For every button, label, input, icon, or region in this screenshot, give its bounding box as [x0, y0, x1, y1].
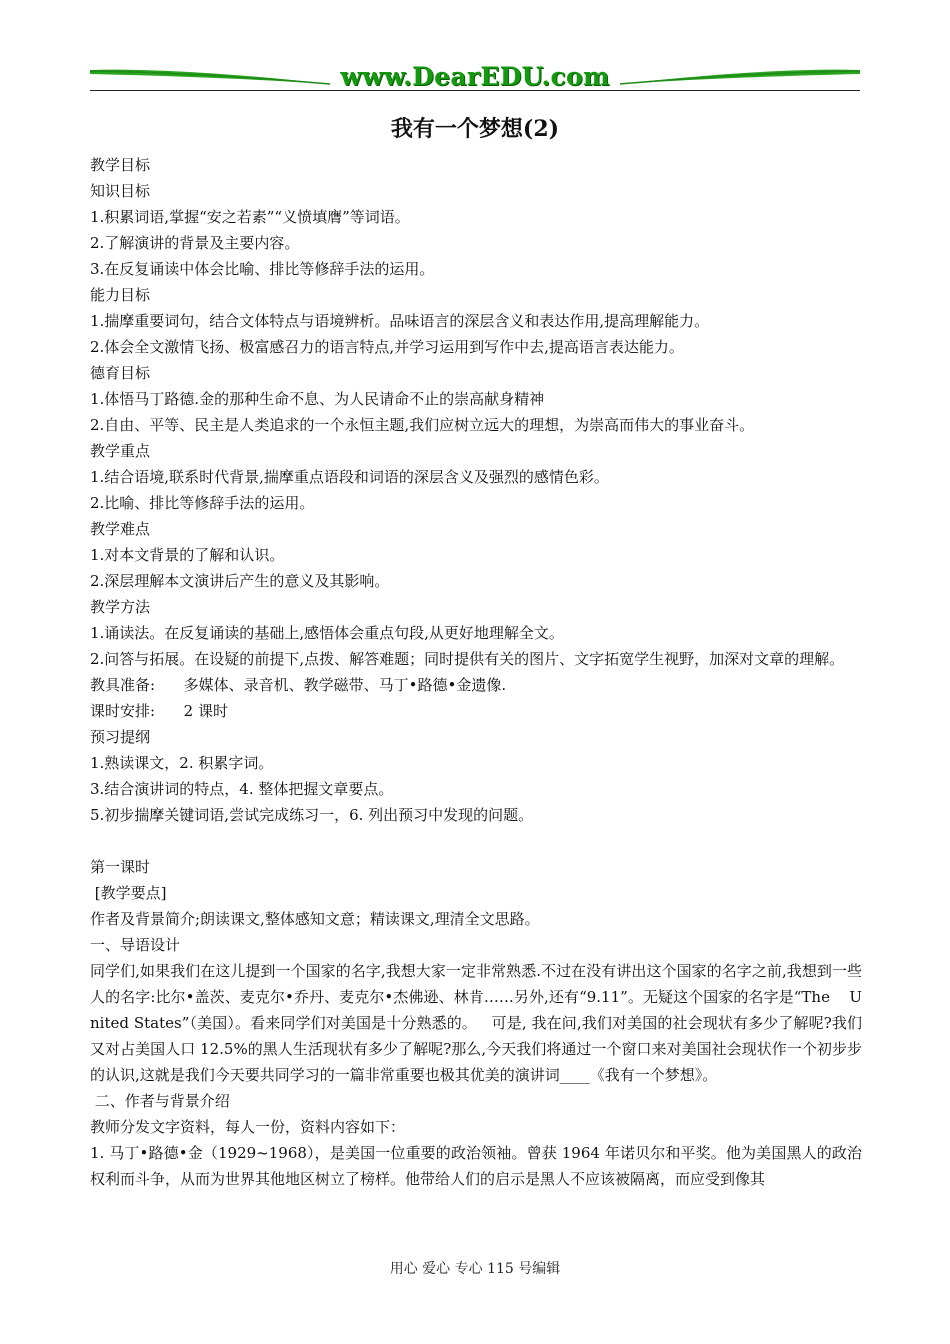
- text-line: 作者及背景简介;朗读课文,整体感知文意；精读课文,理清全文思路。: [90, 910, 540, 928]
- text-line: 第一课时: [90, 858, 151, 876]
- text-line: 一、导语设计: [90, 936, 181, 954]
- header-rule: [90, 90, 860, 91]
- text-line: 教学重点: [90, 442, 151, 460]
- text-line: 2.深层理解本文演讲后产生的意义及其影响。: [90, 572, 390, 590]
- text-line: 3.结合演讲词的特点，4. 整体把握文章要点。: [90, 780, 394, 798]
- text-line: 1.结合语境,联系时代背景,揣摩重点语段和词语的深层含义及强烈的感情色彩。: [90, 468, 609, 486]
- blank-line: [90, 828, 862, 854]
- text-line: 教师分发文字资料，每人一份，资料内容如下：: [90, 1118, 406, 1136]
- text-line: 教具准备: 多媒体、录音机、教学磁带、马丁•路德•金遗像.: [90, 676, 507, 694]
- text-line: 1.体悟马丁路德.金的那种生命不息、为人民请命不止的崇高献身精神: [90, 390, 545, 408]
- text-line: 二、作者与背景介绍: [90, 1092, 230, 1110]
- text-line: 1.诵读法。在反复诵读的基础上,感悟体会重点句段,从更好地理解全文。: [90, 624, 564, 642]
- text-line: 5.初步揣摩关键词语,尝试完成练习一，6. 列出预习中发现的问题。: [90, 806, 534, 824]
- text-line: 2.自由、平等、民主是人类追求的一个永恒主题,我们应树立远大的理想，为崇高而伟大的事业奋斗。: [90, 416, 755, 434]
- text-line: 3.在反复诵读中体会比喻、排比等修辞手法的运用。: [90, 260, 435, 278]
- text-line: 2.问答与拓展。在设疑的前提下,点拨、解答难题；同时提供有关的图片、文字拓宽学生视野，加深对文章的理解。: [90, 650, 845, 668]
- text-line: 1.熟读课文，2. 积累字词。: [90, 754, 274, 772]
- text-line: 教学目标: [90, 156, 151, 174]
- page-footer: 用心 爱心 专心 115 号编辑: [389, 1261, 561, 1277]
- site-logo-text: www.DearEDU.com: [340, 62, 610, 91]
- document-body: [90, 152, 867, 1192]
- text-line: 预习提纲: [90, 728, 151, 746]
- text-line: 1.积累词语,掌握“安之若素”“义愤填膺”等词语。: [90, 208, 410, 226]
- text-line: 1.对本文背景的了解和认识。: [90, 546, 285, 564]
- text-line: 2.体会全文激情飞扬、极富感召力的语言特点,并学习运用到写作中去,提高语言表达能力。: [90, 338, 684, 356]
- text-line: 2.了解演讲的背景及主要内容。: [90, 234, 300, 252]
- text-line: 德育目标: [90, 364, 151, 382]
- text-line: 1.揣摩重要词句，结合文体特点与语境辨析。品味语言的深层含义和表达作用,提高理解能力。: [90, 312, 710, 330]
- text-line: [教学要点]: [90, 884, 167, 902]
- text-line: 知识目标: [90, 182, 151, 200]
- text-line: 教学难点: [90, 520, 151, 538]
- site-header: [90, 60, 860, 94]
- text-line: 能力目标: [90, 286, 151, 304]
- text-line: 1. 马丁•路德•金（1929~1968），是美国一位重要的政治领袖。曾获 1964 年诺贝尔和平奖。他为美国黑人的政治权利而斗争，从而为世界其他地区树立了榜样。他带给人们的启示是黑人不应该被隔离，而应受到像其: [90, 1144, 862, 1188]
- text-line: 同学们,如果我们在这儿提到一个国家的名字,我想大家一定非常熟悉.不过在没有讲出这个国家的名字之前,我想到一些人的名字:比尔•盖茨、麦克尔•乔丹、麦克尔•杰佛逊、林肯……另外,还有“9.11”。无疑这个国家的名字是“The U nited States”（美国）。看来同学们对美国是十分熟悉的。 可是, 我在问,我们对美国的社会现状有多少了解呢?我们又对占美国人口 12.5%的黑人生活现状有多少了解呢?那么,今天我们将通过一个窗口来对美国社会现状作一个初步步的认识,这就是我们今天要共同学习的一篇非常重要也极其优美的演讲词____《我有一个梦想》。: [90, 962, 867, 1084]
- text-line: 课时安排: 2 课时: [90, 702, 228, 720]
- text-line: 2.比喻、排比等修辞手法的运用。: [90, 494, 315, 512]
- text-line: 教学方法: [90, 598, 151, 616]
- document-title: 我有一个梦想(2): [390, 116, 560, 142]
